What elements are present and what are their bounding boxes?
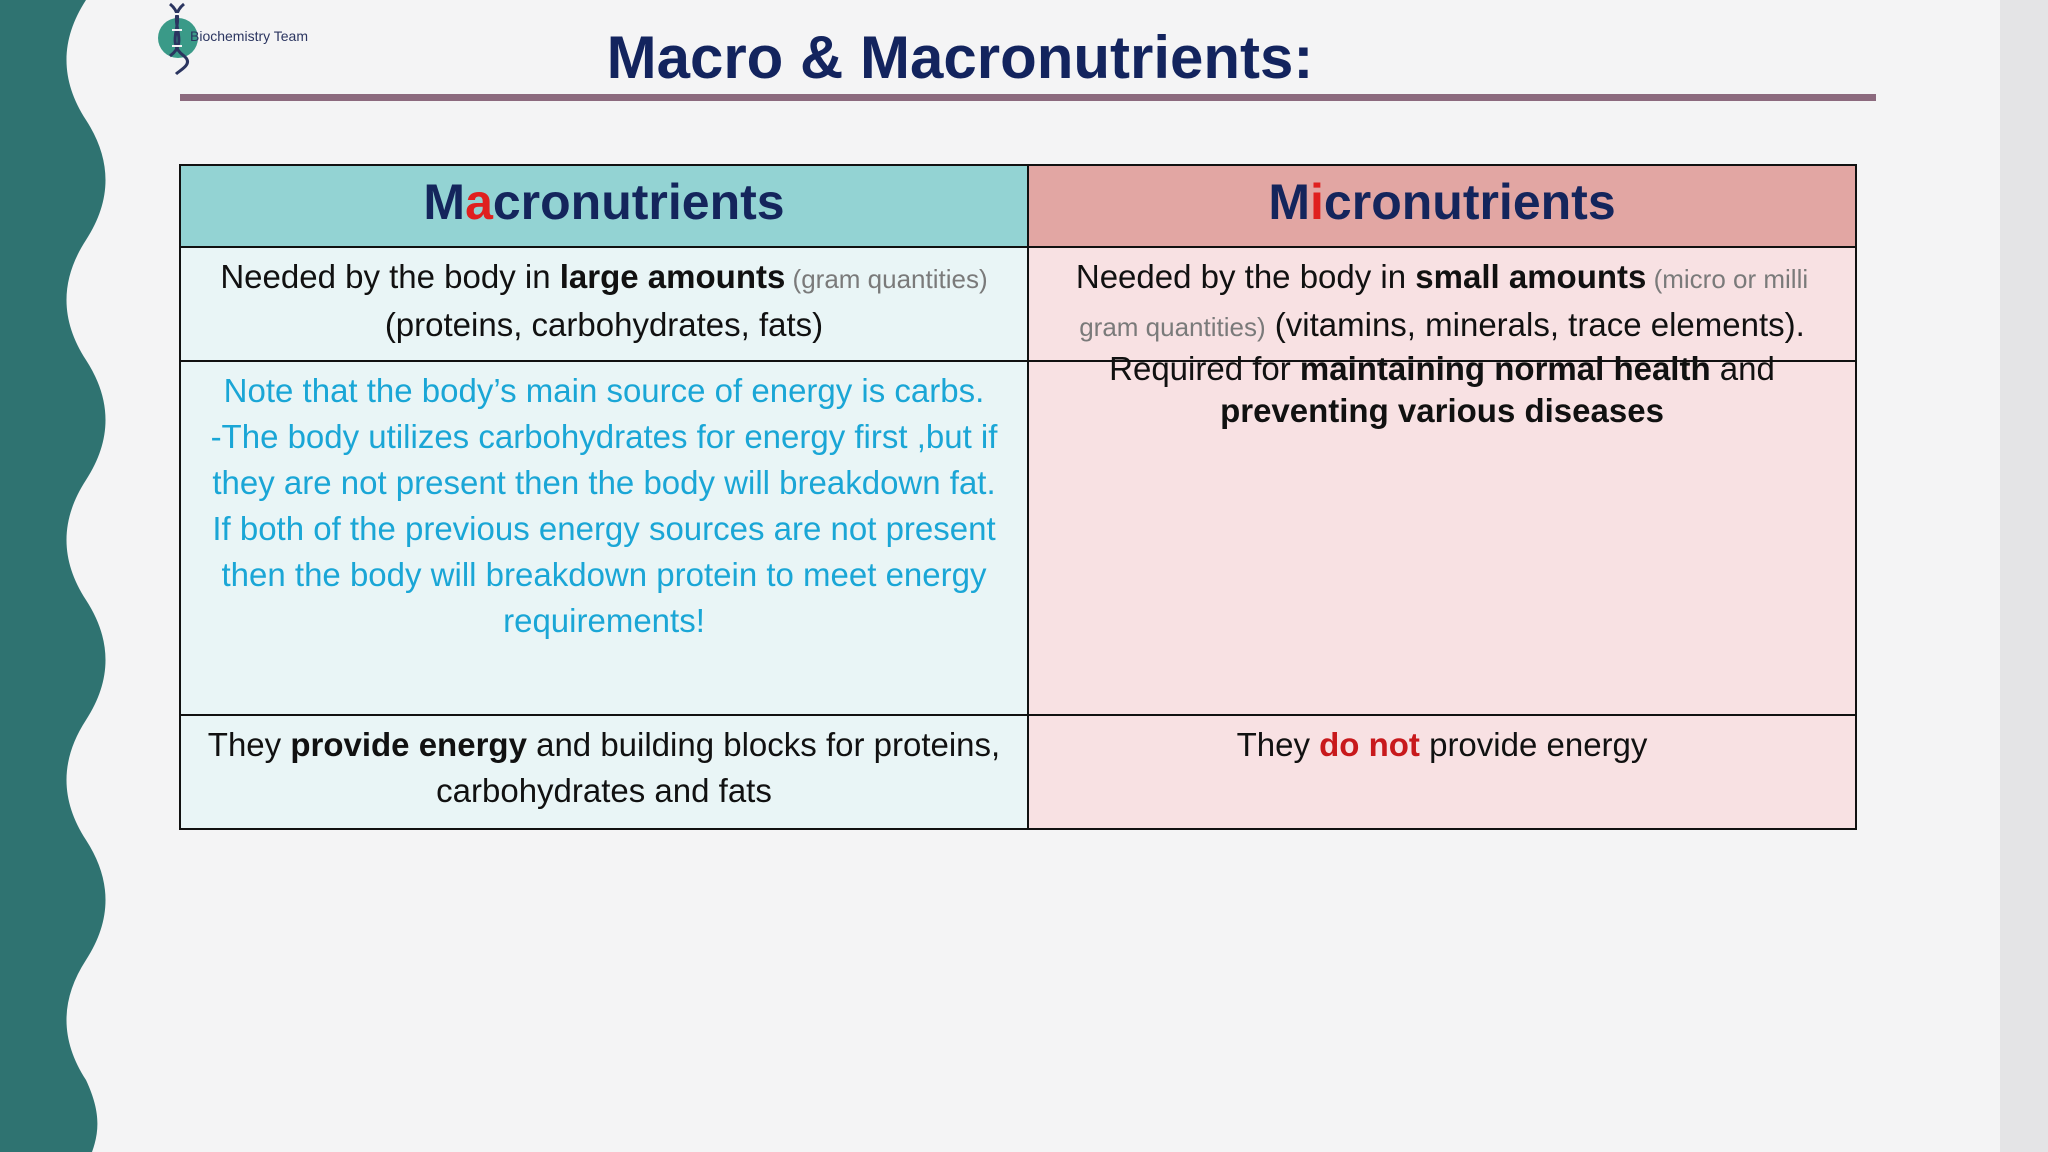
- header-micro-rest: cronutrients: [1323, 174, 1616, 230]
- micronutrients-header: [1028, 165, 1856, 247]
- energy-note-line-3: If both of the previous energy sources are not present then the body will breakdown protein to meet energy requirements!: [212, 510, 996, 639]
- micro-health-bold-1: maintaining normal health: [1299, 350, 1711, 387]
- energy-note-row: [180, 361, 1856, 715]
- macro-amount-pre: Needed by the body in: [220, 258, 560, 295]
- micro-energy-post: provide energy: [1419, 726, 1648, 763]
- header-row: [180, 165, 1856, 247]
- decorative-wave-border: [0, 0, 110, 1152]
- header-macro-rest: cronutrients: [492, 174, 785, 230]
- energy-note-line-2: -The body utilizes carbohydrates for energy first ,but if they are not present then the body will breakdown fat.: [210, 418, 998, 501]
- macro-energy-pre: They: [207, 726, 291, 763]
- logo-text: Biochemistry Team: [190, 28, 309, 44]
- macro-amount-grey: (gram quantities): [785, 264, 988, 294]
- micro-health-pre: Required for: [1109, 350, 1300, 387]
- header-macro-first: M: [423, 174, 466, 230]
- macronutrients-header: [180, 165, 1028, 247]
- micro-energy-negation: do not: [1319, 726, 1420, 763]
- micro-energy-pre: They: [1236, 726, 1320, 763]
- macro-amount-bold: large amounts: [559, 258, 786, 295]
- macro-energy-post: and building blocks for proteins, carbohydrates and fats: [436, 726, 1001, 809]
- comparison-table: [179, 164, 1857, 830]
- micro-health-bold-2: preventing various diseases: [1220, 392, 1664, 429]
- micro-amount-grey: (micro or milli gram quantities): [1079, 264, 1809, 342]
- header-micro-red-letter: i: [1310, 174, 1324, 230]
- micro-health-cell: [1028, 350, 1856, 715]
- slide-title: Macro & Macronutrients:: [606, 24, 1314, 91]
- micro-amount-bold: small amounts: [1415, 258, 1647, 295]
- micro-energy-cell: [1028, 715, 1856, 829]
- header-macro-red-letter: a: [465, 174, 493, 230]
- micro-amount-cell: [1028, 247, 1856, 361]
- macro-amount-cell: [180, 247, 1028, 361]
- macro-energy-note-cell: [180, 361, 1028, 715]
- micro-amount-pre: Needed by the body in: [1075, 258, 1416, 295]
- energy-note-line-1: Note that the body’s main source of energy is carbs.: [223, 372, 985, 409]
- amount-row: [180, 247, 1856, 361]
- title-underline: [180, 94, 1876, 101]
- energy-provision-row: [180, 715, 1856, 829]
- macro-amount-examples: (proteins, carbohydrates, fats): [384, 306, 824, 343]
- macro-energy-bold: provide energy: [290, 726, 527, 763]
- right-edge-strip: [2000, 0, 2048, 1152]
- micro-amount-examples: (vitamins, minerals, trace elements).: [1265, 306, 1805, 343]
- header-micro-first: M: [1268, 174, 1311, 230]
- macro-energy-cell: [180, 715, 1028, 829]
- micro-health-mid: and: [1710, 350, 1775, 387]
